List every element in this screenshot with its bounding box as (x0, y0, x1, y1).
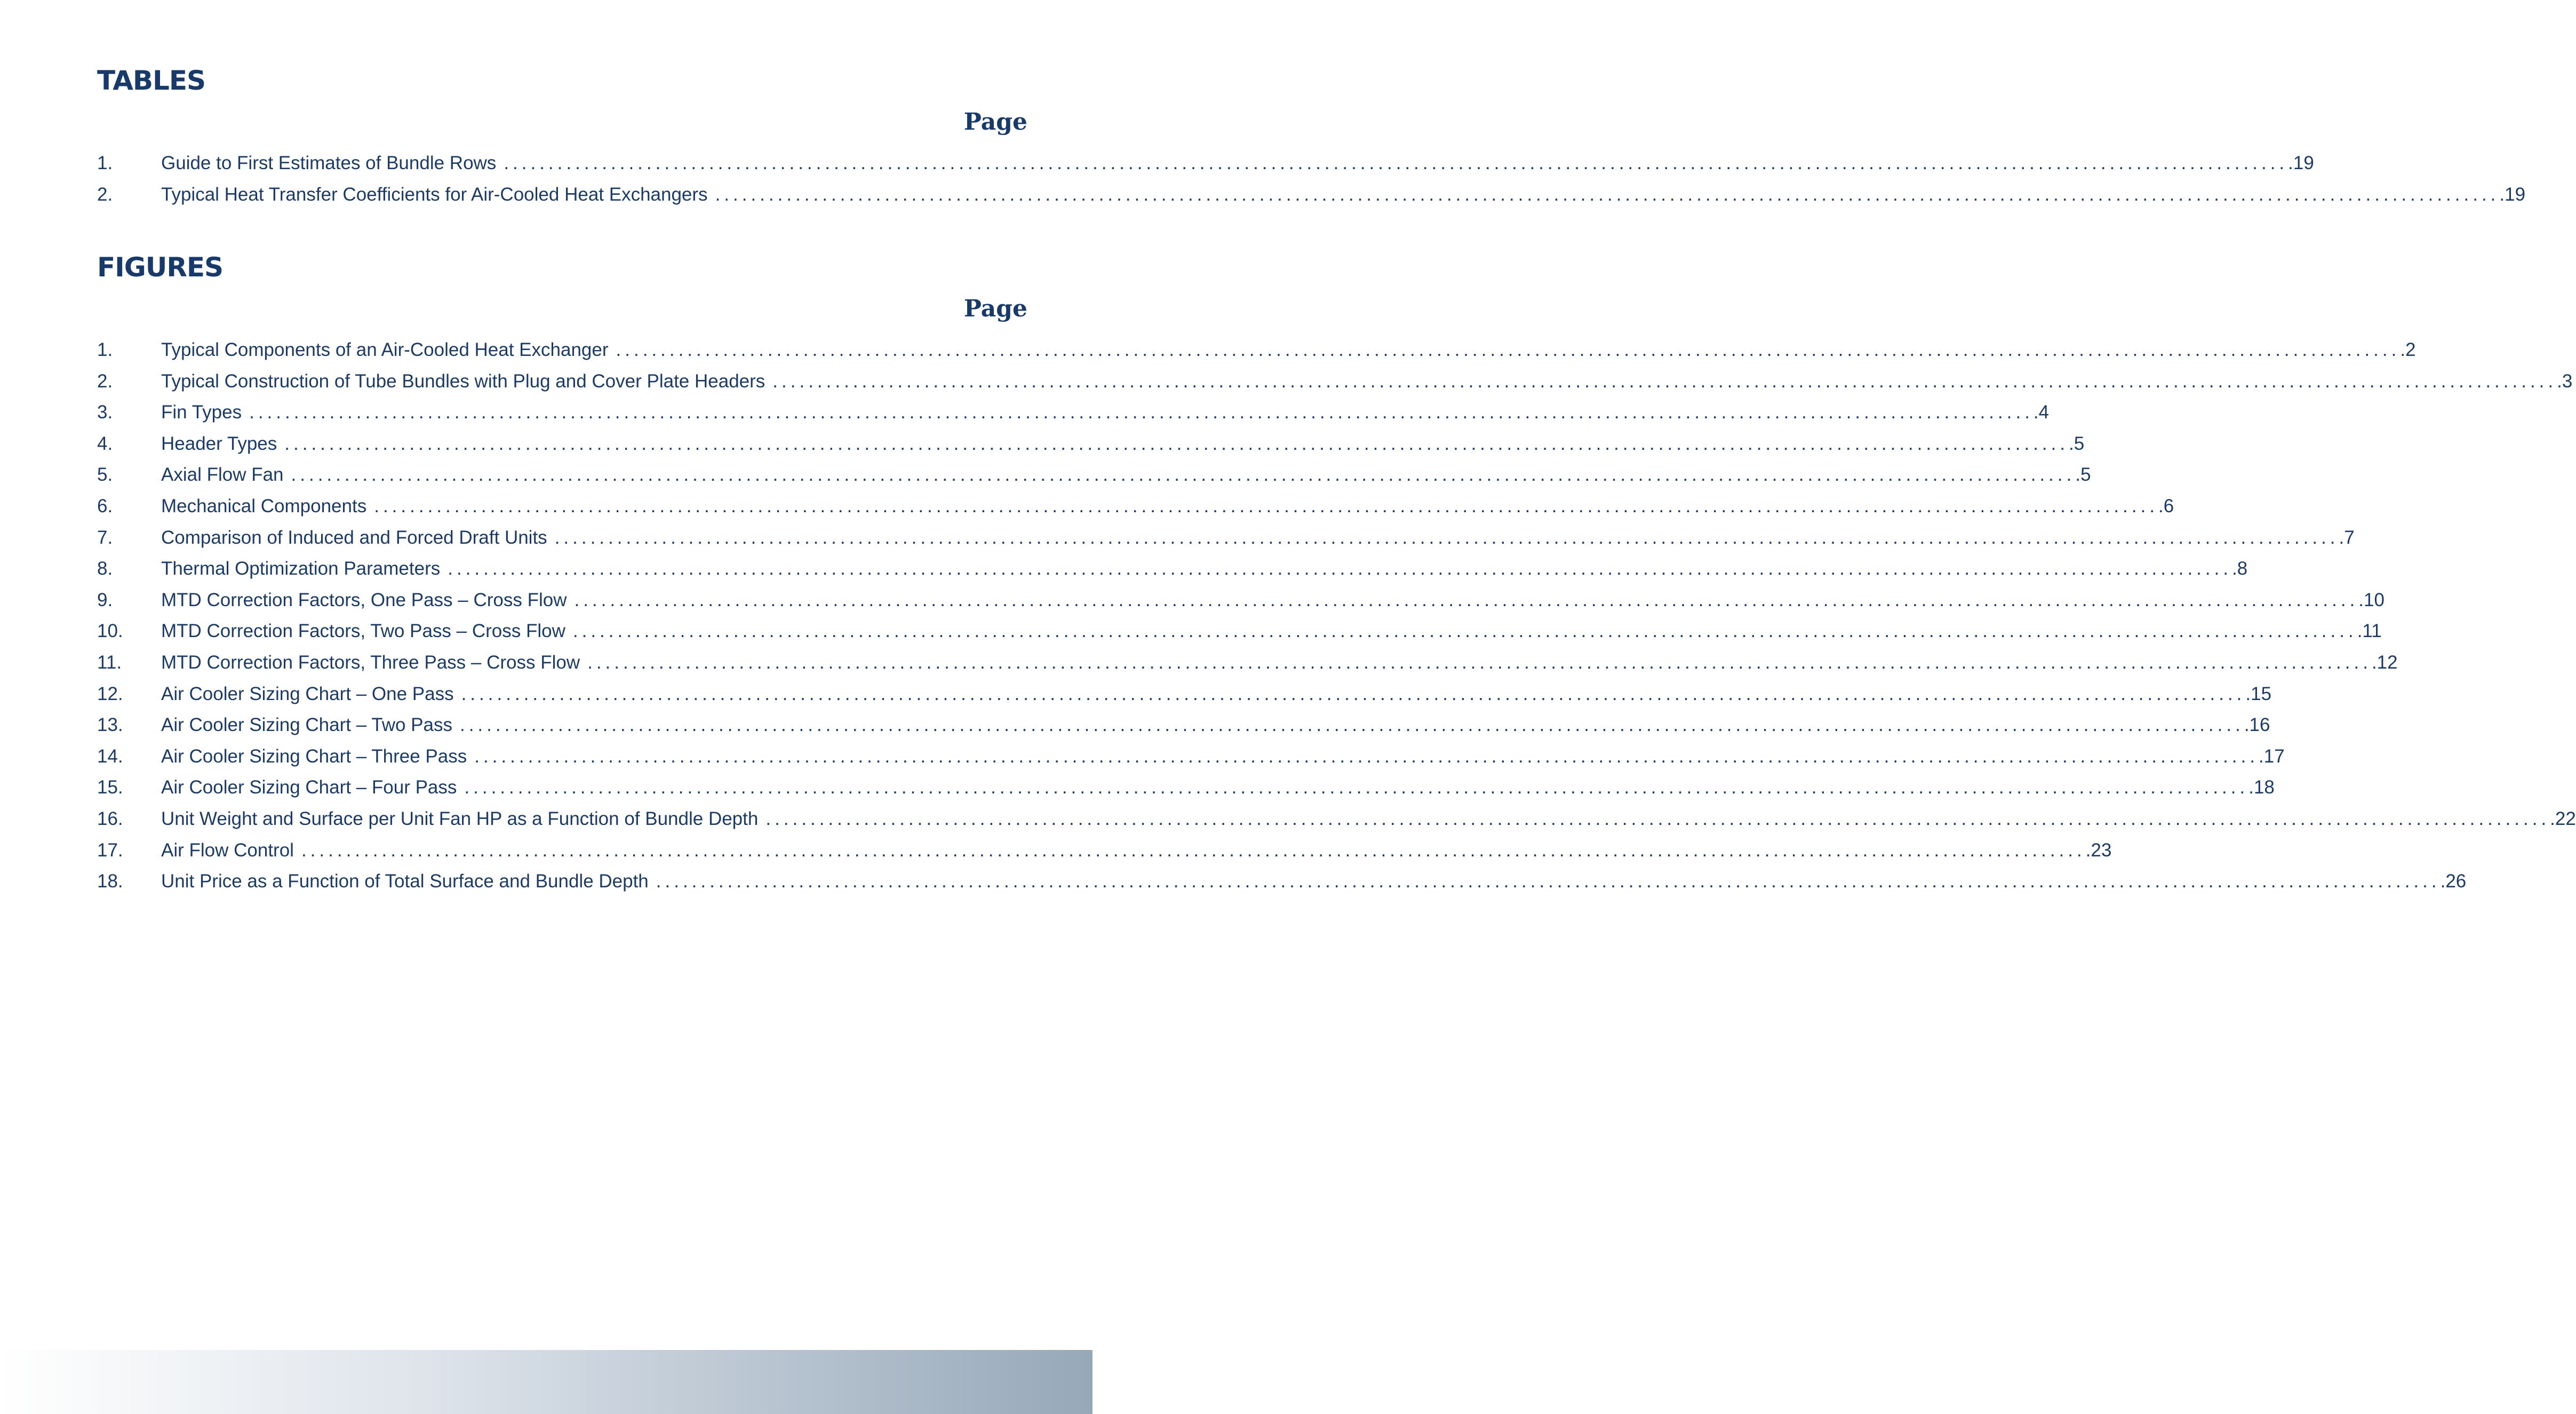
toc-entry-number: 3. (97, 402, 113, 423)
toc-entry-title: Typical Components of an Air-Cooled Heat Exchanger (161, 339, 609, 360)
toc-entry-number: 13. (97, 714, 123, 736)
toc-entry-number: 11. (97, 652, 122, 673)
toc-entry-page-number: .15 (2245, 683, 2272, 704)
toc-entry[interactable] (97, 652, 2398, 684)
toc-dot-leader: ........................................................................................................................................................................................................ (461, 683, 2246, 704)
toc-dot-leader: ........................................................................................................................................................................................................ (474, 745, 2259, 767)
toc-dot-leader: ........................................................................................................................................................................................................ (765, 808, 2550, 829)
toc-entry[interactable] (97, 808, 2576, 840)
figures-heading: FIGURES (97, 252, 224, 283)
toc-entry-title: MTD Correction Factors, Two Pass – Cross Flow (161, 621, 565, 642)
toc-dot-leader: ........................................................................................................................................................................................................ (772, 370, 2557, 392)
toc-entry[interactable] (97, 184, 2526, 216)
toc-entry-page-number: .7 (2339, 527, 2355, 548)
toc-dot-leader: ........................................................................................................................................................................................................ (715, 184, 2500, 205)
toc-entry-page-number: .16 (2244, 714, 2270, 736)
toc-dot-leader: ........................................................................................................................................................................................................ (464, 777, 2249, 798)
toc-dot-leader: ........................................................................................................................................................................................................ (374, 495, 2159, 517)
tables-page-column-label: Page (963, 108, 1027, 136)
toc-entry-title: Air Flow Control (161, 839, 294, 861)
toc-dot-leader: ........................................................................................................................................................................................................ (301, 839, 2086, 861)
footer-gradient-band (0, 1350, 1092, 1414)
toc-entry-page-number: .19 (2288, 153, 2314, 173)
toc-entry[interactable] (97, 433, 2085, 465)
toc-entry[interactable] (97, 683, 2272, 715)
toc-entry-number: 15. (97, 777, 123, 798)
toc-entry-title: Air Cooler Sizing Chart – Three Pass (161, 745, 467, 767)
toc-entry-page-number: .26 (2440, 871, 2467, 892)
toc-dot-leader: ........................................................................................................................................................................................................ (656, 871, 2441, 892)
tables-list (97, 153, 2526, 215)
toc-dot-leader: ........................................................................................................................................................................................................ (459, 714, 2244, 736)
toc-entry-number: 12. (97, 683, 123, 704)
toc-entry[interactable] (97, 495, 2174, 527)
figures-list (97, 339, 2576, 902)
toc-entry-number: 18. (97, 871, 123, 892)
toc-entry-page-number: .5 (2069, 433, 2085, 454)
toc-entry-number: 8. (97, 558, 113, 579)
toc-dot-leader: ........................................................................................................................................................................................................ (448, 558, 2232, 579)
toc-entry-title: Air Cooler Sizing Chart – One Pass (161, 683, 454, 704)
toc-dot-leader: ........................................................................................................................................................................................................ (616, 339, 2400, 360)
toc-entry-title: Mechanical Components (161, 495, 367, 517)
toc-entry-page-number: .12 (2371, 652, 2398, 673)
toc-entry-title: MTD Correction Factors, Three Pass – Cross Flow (161, 652, 580, 673)
toc-entry[interactable] (97, 621, 2382, 652)
toc-entry-page-number: .5 (2075, 464, 2091, 486)
toc-entry[interactable] (97, 589, 2384, 621)
toc-entry-number: 9. (97, 589, 113, 610)
toc-entry-page-number: .8 (2232, 558, 2248, 579)
toc-entry-number: 17. (97, 839, 123, 861)
toc-entry-title: Comparison of Induced and Forced Draft Units (161, 527, 547, 548)
toc-dot-leader: ........................................................................................................................................................................................................ (249, 402, 2033, 423)
toc-entry[interactable] (97, 558, 2248, 590)
toc-entry[interactable] (97, 339, 2416, 371)
toc-entry-page-number: .18 (2248, 777, 2275, 798)
toc-entry-page-number: .19 (2499, 184, 2526, 205)
toc-entry[interactable] (97, 527, 2355, 559)
toc-entry-page-number: .11 (2357, 621, 2382, 642)
toc-entry-page-number: .6 (2158, 495, 2174, 517)
toc-dot-leader: ........................................................................................................................................................................................................ (587, 652, 2372, 673)
toc-entry-number: 1. (97, 339, 113, 360)
toc-entry-number: 10. (97, 621, 123, 642)
toc-dot-leader: ........................................................................................................................................................................................................ (504, 153, 2288, 173)
toc-entry-page-number: .17 (2259, 745, 2285, 767)
toc-entry-number: 2. (97, 370, 113, 392)
toc-entry[interactable] (97, 777, 2275, 808)
toc-entry-title: Guide to First Estimates of Bundle Rows (161, 153, 497, 173)
toc-entry[interactable] (97, 464, 2091, 496)
toc-entry[interactable] (97, 370, 2573, 402)
toc-entry-page-number: .22 (2550, 808, 2576, 829)
toc-dot-leader: ........................................................................................................................................................................................................ (572, 621, 2357, 642)
toc-entry-title: Header Types (161, 433, 277, 454)
toc-entry[interactable] (97, 402, 2049, 433)
figures-page-column-label: Page (963, 295, 1027, 322)
toc-entry-title: Typical Construction of Tube Bundles with Plug and Cover Plate Headers (161, 370, 765, 392)
toc-entry-number: 6. (97, 495, 113, 517)
toc-entry-number: 4. (97, 433, 113, 454)
toc-entry[interactable] (97, 714, 2270, 746)
toc-entry-title: Axial Flow Fan (161, 464, 284, 486)
toc-entry-number: 16. (97, 808, 123, 829)
toc-entry-title: Unit Weight and Surface per Unit Fan HP as a Function of Bundle Depth (161, 808, 759, 829)
toc-entry-number: 1. (97, 153, 113, 173)
toc-entry-number: 14. (97, 745, 123, 767)
toc-entry-number: 5. (97, 464, 113, 486)
toc-entry-page-number: .10 (2358, 589, 2384, 610)
toc-dot-leader: ........................................................................................................................................................................................................ (284, 433, 2069, 454)
toc-entry-number: 2. (97, 184, 113, 205)
toc-entry-page-number: .2 (2400, 339, 2416, 360)
toc-entry-page-number: .23 (2085, 839, 2112, 861)
toc-entry-title: Thermal Optimization Parameters (161, 558, 441, 579)
toc-entry-number: 7. (97, 527, 113, 548)
toc-entry[interactable] (97, 871, 2467, 902)
toc-entry-title: MTD Correction Factors, One Pass – Cross Flow (161, 589, 567, 610)
toc-entry-title: Air Cooler Sizing Chart – Four Pass (161, 777, 457, 798)
toc-entry-page-number: .4 (2033, 402, 2049, 423)
toc-entry-title: Fin Types (161, 402, 242, 423)
toc-entry[interactable] (97, 153, 2314, 184)
toc-entry[interactable] (97, 745, 2285, 777)
toc-entry-page-number: .3 (2557, 370, 2573, 392)
toc-dot-leader: ........................................................................................................................................................................................................ (291, 464, 2076, 486)
toc-dot-leader: ........................................................................................................................................................................................................ (574, 589, 2359, 610)
toc-entry-title: Typical Heat Transfer Coefficients for Air-Cooled Heat Exchangers (161, 184, 708, 205)
toc-dot-leader: ........................................................................................................................................................................................................ (554, 527, 2339, 548)
tables-heading: TABLES (97, 65, 206, 96)
toc-entry-title: Unit Price as a Function of Total Surface and Bundle Depth (161, 871, 649, 892)
toc-entry[interactable] (97, 839, 2112, 871)
toc-entry-title: Air Cooler Sizing Chart – Two Pass (161, 714, 452, 736)
